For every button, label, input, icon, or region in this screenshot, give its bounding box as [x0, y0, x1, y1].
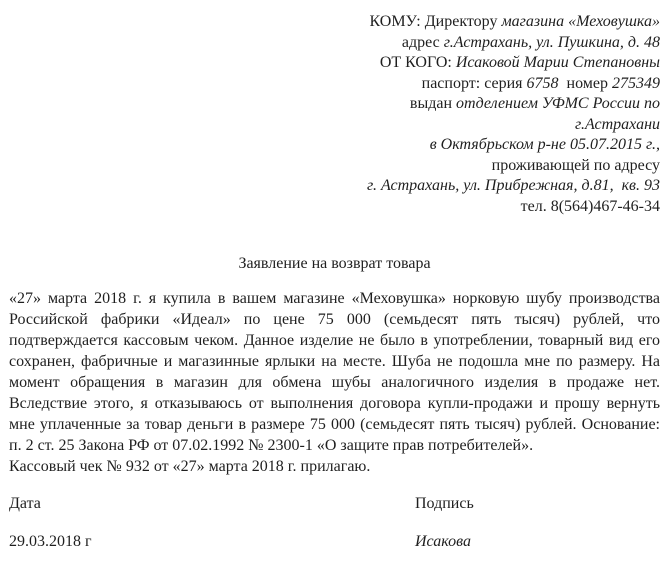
header-line-issued-city: [9, 115, 660, 136]
header-label: ОТ КОГО:: [379, 54, 456, 71]
signature-label: Подпись: [415, 495, 474, 512]
header-label: выдан: [409, 95, 457, 112]
header-value: г. Астрахань, ул. Прибрежная, д.81, кв. 93: [366, 177, 660, 194]
header-line-residence-address: [9, 176, 660, 197]
header-value: отделением УФМС России по: [456, 95, 660, 112]
header-line-address: [9, 33, 660, 54]
header-label: номер: [558, 74, 612, 92]
body-paragraph: «27» марта 2018 г. я купила в вашем магазине «Меховушка» норковую шубу производства Российской фабрики «Идеал» по цене 75 000 (семьдесят пять тысяч) рублей, что подтверждается кассовым чеком. Данное изделие не было в употреблении, товарный вид его сохранен, фабричные и магазинные ярлыки на месте. Шуба не подошла мне по размеру. На момент обращения в магазин для обмена шубы аналогичного изделия в продаже нет. Вследствие этого, я отказываюсь от выполнения договора купли-продажи и прошу вернуть мне уплаченные за товар деньги в размере 75 000 (семьдесят пять тысяч) рублей. Основание: п. 2 ст. 25 Закона РФ от 07.02.1992 № 2300-1 «О защите прав потребителей».: [9, 290, 660, 454]
header-line-issued: [9, 94, 660, 115]
recipient-block: [9, 12, 660, 217]
date-value: 29.03.2018 г: [9, 533, 92, 550]
signature-section: [9, 493, 660, 552]
header-line-passport: [9, 74, 660, 95]
header-value: г.Астрахань, ул. Пушкина, д. 48: [443, 33, 660, 51]
date-label: Дата: [9, 495, 41, 512]
header-value: 6758: [526, 74, 559, 92]
signature-labels-row: [9, 493, 660, 514]
header-line-from: [9, 53, 660, 74]
signature-values-row: [9, 531, 660, 552]
header-line-residing: [9, 156, 660, 177]
header-value: Исаковой Марии Степановны: [455, 54, 660, 71]
header-value: в Октябрьском р-не 05.07.2015 г.,: [429, 136, 660, 153]
header-value: магазина «Меховушка»: [501, 13, 660, 30]
signature-value: Исакова: [415, 533, 471, 550]
header-line-issued-district: [9, 135, 660, 156]
header-label: тел. 8(564)467-46-34: [520, 197, 660, 215]
header-value: г.Астрахани: [574, 115, 660, 133]
header-label: КОМУ: Директору: [369, 13, 502, 30]
header-line-phone: [9, 197, 660, 218]
attachment-line: Кассовый чек № 932 от «27» марта 2018 г. прилагаю.: [9, 458, 371, 475]
header-label: проживающей по адресу: [491, 156, 660, 174]
header-label: паспорт: серия: [421, 74, 527, 92]
header-label: адрес: [401, 33, 444, 51]
document-body: [9, 288, 660, 477]
header-line-to: [9, 12, 660, 33]
document-title: Заявление на возврат товара: [238, 255, 431, 272]
header-value: 275349: [612, 74, 660, 92]
